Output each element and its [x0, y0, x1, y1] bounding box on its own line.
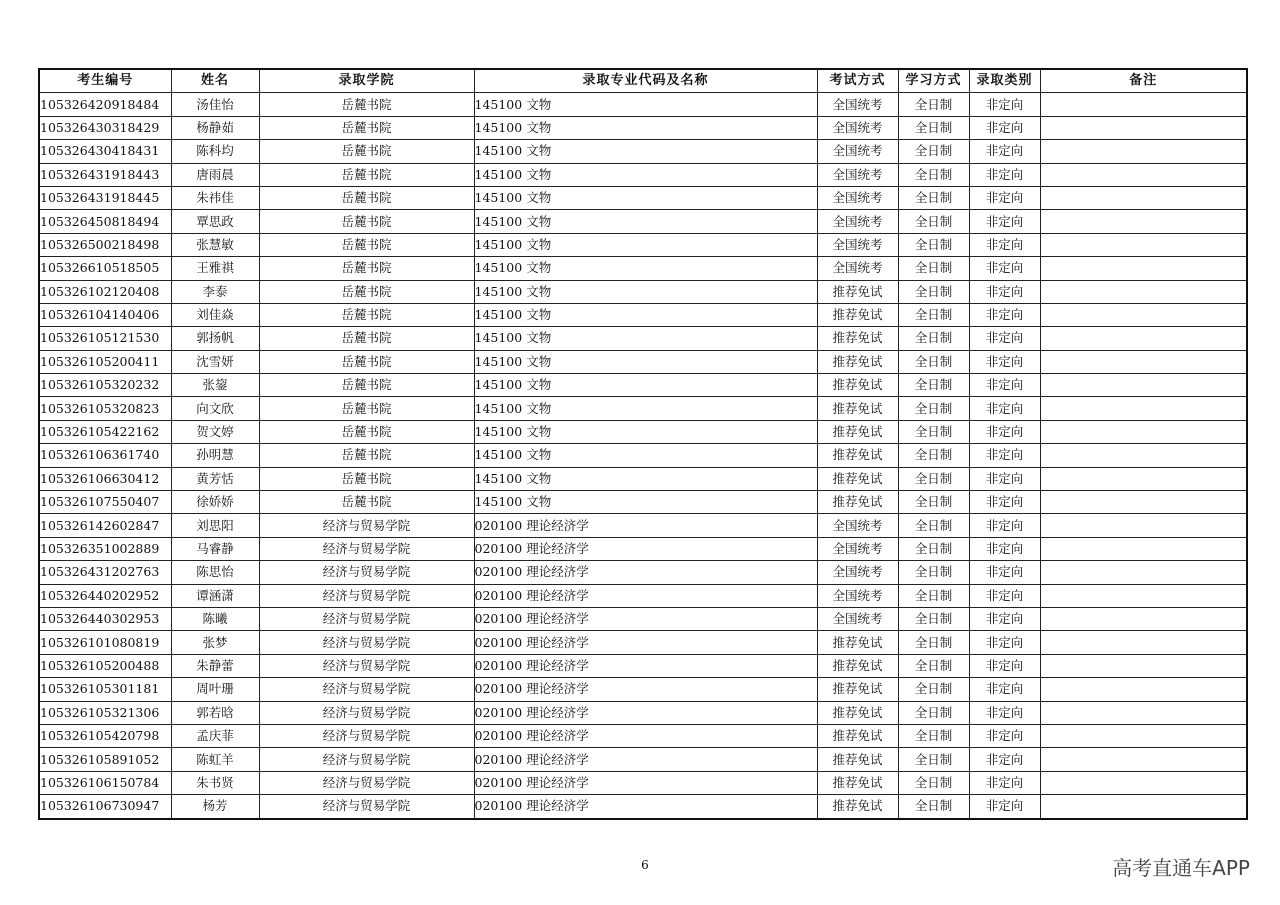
cell-name: 张鋆: [171, 374, 259, 397]
cell-study-mode: 全日制: [898, 257, 969, 280]
cell-remarks: [1040, 561, 1247, 584]
cell-remarks: [1040, 537, 1247, 560]
cell-admission-category: 非定向: [969, 257, 1040, 280]
table-row: [39, 374, 1247, 397]
cell-college: 岳麓书院: [259, 93, 474, 116]
cell-major: 145100 文物: [474, 420, 817, 443]
cell-admission-category: 非定向: [969, 163, 1040, 186]
cell-college: 岳麓书院: [259, 397, 474, 420]
table-row: [39, 678, 1247, 701]
cell-college: 岳麓书院: [259, 350, 474, 373]
cell-study-mode: 全日制: [898, 514, 969, 537]
cell-remarks: [1040, 467, 1247, 490]
cell-admission-category: 非定向: [969, 795, 1040, 819]
cell-major: 145100 文物: [474, 374, 817, 397]
cell-name: 李泰: [171, 280, 259, 303]
header-exam-type: 考试方式: [817, 69, 898, 93]
cell-major: 145100 文物: [474, 327, 817, 350]
cell-remarks: [1040, 491, 1247, 514]
cell-study-mode: 全日制: [898, 537, 969, 560]
cell-admission-category: 非定向: [969, 140, 1040, 163]
cell-study-mode: 全日制: [898, 397, 969, 420]
cell-study-mode: 全日制: [898, 607, 969, 630]
cell-admission-category: 非定向: [969, 93, 1040, 116]
cell-admission-category: 非定向: [969, 186, 1040, 209]
cell-exam-type: 推荐免试: [817, 631, 898, 654]
cell-remarks: [1040, 654, 1247, 677]
table-row: [39, 233, 1247, 256]
cell-exam-type: 推荐免试: [817, 303, 898, 326]
header-college: 录取学院: [259, 69, 474, 93]
cell-candidate-id: 105326431918445: [39, 186, 171, 209]
cell-college: 岳麓书院: [259, 327, 474, 350]
cell-exam-type: 推荐免试: [817, 280, 898, 303]
cell-remarks: [1040, 210, 1247, 233]
cell-exam-type: 全国统考: [817, 514, 898, 537]
cell-name: 杨芳: [171, 795, 259, 819]
watermark-text: 高考直通车APP: [1112, 856, 1250, 880]
table-row: [39, 186, 1247, 209]
cell-admission-category: 非定向: [969, 514, 1040, 537]
cell-remarks: [1040, 186, 1247, 209]
cell-name: 谭涵潇: [171, 584, 259, 607]
table-row: [39, 654, 1247, 677]
cell-remarks: [1040, 93, 1247, 116]
cell-exam-type: 推荐免试: [817, 771, 898, 794]
table-row: [39, 140, 1247, 163]
cell-study-mode: 全日制: [898, 116, 969, 139]
cell-remarks: [1040, 607, 1247, 630]
cell-study-mode: 全日制: [898, 444, 969, 467]
cell-study-mode: 全日制: [898, 186, 969, 209]
cell-college: 岳麓书院: [259, 233, 474, 256]
cell-college: 经济与贸易学院: [259, 748, 474, 771]
cell-admission-category: 非定向: [969, 654, 1040, 677]
cell-candidate-id: 105326105422162: [39, 420, 171, 443]
cell-college: 岳麓书院: [259, 420, 474, 443]
cell-college: 经济与贸易学院: [259, 678, 474, 701]
cell-admission-category: 非定向: [969, 327, 1040, 350]
cell-study-mode: 全日制: [898, 350, 969, 373]
cell-remarks: [1040, 701, 1247, 724]
cell-admission-category: 非定向: [969, 467, 1040, 490]
cell-exam-type: 全国统考: [817, 163, 898, 186]
cell-candidate-id: 105326142602847: [39, 514, 171, 537]
header-admission-category: 录取类别: [969, 69, 1040, 93]
cell-college: 岳麓书院: [259, 444, 474, 467]
cell-exam-type: 全国统考: [817, 537, 898, 560]
cell-admission-category: 非定向: [969, 701, 1040, 724]
cell-exam-type: 推荐免试: [817, 491, 898, 514]
cell-admission-category: 非定向: [969, 771, 1040, 794]
cell-major: 020100 理论经济学: [474, 631, 817, 654]
table-row: [39, 420, 1247, 443]
cell-name: 刘思阳: [171, 514, 259, 537]
cell-candidate-id: 105326104140406: [39, 303, 171, 326]
cell-study-mode: 全日制: [898, 631, 969, 654]
cell-name: 贺文婷: [171, 420, 259, 443]
cell-study-mode: 全日制: [898, 280, 969, 303]
cell-remarks: [1040, 420, 1247, 443]
cell-remarks: [1040, 678, 1247, 701]
cell-exam-type: 推荐免试: [817, 327, 898, 350]
header-study-mode: 学习方式: [898, 69, 969, 93]
cell-name: 陈思怡: [171, 561, 259, 584]
cell-name: 郭扬帆: [171, 327, 259, 350]
cell-college: 岳麓书院: [259, 140, 474, 163]
table-row: [39, 327, 1247, 350]
cell-remarks: [1040, 631, 1247, 654]
table-row: [39, 467, 1247, 490]
cell-admission-category: 非定向: [969, 350, 1040, 373]
table-row: [39, 444, 1247, 467]
cell-college: 经济与贸易学院: [259, 654, 474, 677]
cell-remarks: [1040, 724, 1247, 747]
cell-study-mode: 全日制: [898, 654, 969, 677]
cell-study-mode: 全日制: [898, 163, 969, 186]
cell-major: 020100 理论经济学: [474, 748, 817, 771]
cell-major: 020100 理论经济学: [474, 514, 817, 537]
cell-exam-type: 全国统考: [817, 210, 898, 233]
cell-college: 岳麓书院: [259, 186, 474, 209]
cell-name: 陈曦: [171, 607, 259, 630]
cell-major: 020100 理论经济学: [474, 678, 817, 701]
cell-exam-type: 推荐免试: [817, 748, 898, 771]
cell-college: 经济与贸易学院: [259, 771, 474, 794]
cell-name: 唐雨晨: [171, 163, 259, 186]
cell-admission-category: 非定向: [969, 210, 1040, 233]
cell-study-mode: 全日制: [898, 420, 969, 443]
cell-major: 145100 文物: [474, 116, 817, 139]
table-row: [39, 748, 1247, 771]
cell-major: 145100 文物: [474, 350, 817, 373]
cell-candidate-id: 105326610518505: [39, 257, 171, 280]
cell-candidate-id: 105326431918443: [39, 163, 171, 186]
cell-exam-type: 全国统考: [817, 584, 898, 607]
cell-college: 岳麓书院: [259, 280, 474, 303]
cell-name: 孙明慧: [171, 444, 259, 467]
cell-major: 020100 理论经济学: [474, 654, 817, 677]
table-row: [39, 584, 1247, 607]
table-row: [39, 116, 1247, 139]
cell-candidate-id: 105326106730947: [39, 795, 171, 819]
cell-admission-category: 非定向: [969, 584, 1040, 607]
cell-major: 020100 理论经济学: [474, 771, 817, 794]
cell-candidate-id: 105326101080819: [39, 631, 171, 654]
cell-candidate-id: 105326440202952: [39, 584, 171, 607]
cell-name: 张梦: [171, 631, 259, 654]
cell-college: 经济与贸易学院: [259, 795, 474, 819]
cell-study-mode: 全日制: [898, 210, 969, 233]
table-row: [39, 701, 1247, 724]
cell-exam-type: 全国统考: [817, 186, 898, 209]
cell-study-mode: 全日制: [898, 491, 969, 514]
cell-candidate-id: 105326105321306: [39, 701, 171, 724]
cell-study-mode: 全日制: [898, 233, 969, 256]
cell-exam-type: 推荐免试: [817, 795, 898, 819]
cell-college: 岳麓书院: [259, 303, 474, 326]
cell-admission-category: 非定向: [969, 116, 1040, 139]
cell-major: 020100 理论经济学: [474, 701, 817, 724]
cell-candidate-id: 105326105121530: [39, 327, 171, 350]
cell-exam-type: 全国统考: [817, 607, 898, 630]
cell-study-mode: 全日制: [898, 467, 969, 490]
cell-remarks: [1040, 374, 1247, 397]
table-row: [39, 561, 1247, 584]
cell-exam-type: 推荐免试: [817, 724, 898, 747]
cell-candidate-id: 105326450818494: [39, 210, 171, 233]
cell-college: 经济与贸易学院: [259, 514, 474, 537]
cell-candidate-id: 105326431202763: [39, 561, 171, 584]
cell-candidate-id: 105326106630412: [39, 467, 171, 490]
table-row: [39, 350, 1247, 373]
cell-name: 沈雪妍: [171, 350, 259, 373]
table-row: [39, 631, 1247, 654]
cell-candidate-id: 105326430418431: [39, 140, 171, 163]
cell-study-mode: 全日制: [898, 748, 969, 771]
header-name: 姓名: [171, 69, 259, 93]
cell-name: 王雅祺: [171, 257, 259, 280]
table-header-row: [39, 69, 1247, 93]
cell-study-mode: 全日制: [898, 678, 969, 701]
cell-remarks: [1040, 116, 1247, 139]
cell-major: 145100 文物: [474, 397, 817, 420]
cell-major: 145100 文物: [474, 444, 817, 467]
cell-college: 岳麓书院: [259, 210, 474, 233]
cell-name: 刘佳焱: [171, 303, 259, 326]
cell-exam-type: 全国统考: [817, 116, 898, 139]
cell-exam-type: 推荐免试: [817, 374, 898, 397]
table-row: [39, 280, 1247, 303]
cell-admission-category: 非定向: [969, 420, 1040, 443]
page-number: 6: [641, 858, 649, 872]
cell-admission-category: 非定向: [969, 748, 1040, 771]
cell-college: 岳麓书院: [259, 257, 474, 280]
cell-name: 郭若晗: [171, 701, 259, 724]
cell-major: 145100 文物: [474, 280, 817, 303]
cell-candidate-id: 105326107550407: [39, 491, 171, 514]
cell-college: 岳麓书院: [259, 467, 474, 490]
cell-admission-category: 非定向: [969, 233, 1040, 256]
cell-admission-category: 非定向: [969, 607, 1040, 630]
cell-candidate-id: 105326105420798: [39, 724, 171, 747]
cell-remarks: [1040, 514, 1247, 537]
cell-exam-type: 推荐免试: [817, 444, 898, 467]
cell-exam-type: 全国统考: [817, 561, 898, 584]
cell-major: 020100 理论经济学: [474, 537, 817, 560]
cell-college: 经济与贸易学院: [259, 701, 474, 724]
cell-remarks: [1040, 397, 1247, 420]
cell-exam-type: 推荐免试: [817, 654, 898, 677]
cell-major: 020100 理论经济学: [474, 795, 817, 819]
cell-name: 向文欣: [171, 397, 259, 420]
table-row: [39, 257, 1247, 280]
cell-remarks: [1040, 771, 1247, 794]
cell-major: 020100 理论经济学: [474, 724, 817, 747]
cell-remarks: [1040, 303, 1247, 326]
cell-major: 145100 文物: [474, 491, 817, 514]
table-row: [39, 537, 1247, 560]
cell-name: 覃思政: [171, 210, 259, 233]
cell-remarks: [1040, 163, 1247, 186]
cell-exam-type: 全国统考: [817, 233, 898, 256]
cell-name: 周叶珊: [171, 678, 259, 701]
cell-study-mode: 全日制: [898, 303, 969, 326]
cell-major: 145100 文物: [474, 210, 817, 233]
cell-remarks: [1040, 444, 1247, 467]
cell-remarks: [1040, 257, 1247, 280]
cell-exam-type: 全国统考: [817, 257, 898, 280]
cell-college: 岳麓书院: [259, 374, 474, 397]
cell-study-mode: 全日制: [898, 795, 969, 819]
cell-remarks: [1040, 748, 1247, 771]
cell-study-mode: 全日制: [898, 374, 969, 397]
cell-major: 145100 文物: [474, 467, 817, 490]
cell-study-mode: 全日制: [898, 140, 969, 163]
cell-study-mode: 全日制: [898, 584, 969, 607]
table-row: [39, 795, 1247, 819]
table-row: [39, 491, 1247, 514]
cell-candidate-id: 105326106361740: [39, 444, 171, 467]
cell-college: 经济与贸易学院: [259, 607, 474, 630]
cell-exam-type: 推荐免试: [817, 420, 898, 443]
cell-college: 岳麓书院: [259, 163, 474, 186]
cell-exam-type: 全国统考: [817, 93, 898, 116]
cell-exam-type: 推荐免试: [817, 397, 898, 420]
cell-candidate-id: 105326500218498: [39, 233, 171, 256]
cell-major: 020100 理论经济学: [474, 607, 817, 630]
cell-study-mode: 全日制: [898, 561, 969, 584]
cell-study-mode: 全日制: [898, 771, 969, 794]
cell-college: 经济与贸易学院: [259, 584, 474, 607]
table-row: [39, 303, 1247, 326]
cell-name: 朱静蕾: [171, 654, 259, 677]
cell-name: 朱书贤: [171, 771, 259, 794]
cell-exam-type: 推荐免试: [817, 350, 898, 373]
cell-remarks: [1040, 327, 1247, 350]
cell-study-mode: 全日制: [898, 701, 969, 724]
cell-remarks: [1040, 795, 1247, 819]
cell-name: 陈虹羊: [171, 748, 259, 771]
cell-remarks: [1040, 280, 1247, 303]
cell-admission-category: 非定向: [969, 444, 1040, 467]
table-row: [39, 397, 1247, 420]
cell-admission-category: 非定向: [969, 303, 1040, 326]
cell-exam-type: 推荐免试: [817, 467, 898, 490]
cell-college: 经济与贸易学院: [259, 724, 474, 747]
cell-admission-category: 非定向: [969, 561, 1040, 584]
table-row: [39, 163, 1247, 186]
cell-candidate-id: 105326105200488: [39, 654, 171, 677]
cell-candidate-id: 105326105320823: [39, 397, 171, 420]
cell-college: 经济与贸易学院: [259, 537, 474, 560]
cell-college: 经济与贸易学院: [259, 561, 474, 584]
admission-table: [38, 68, 1248, 820]
cell-exam-type: 推荐免试: [817, 678, 898, 701]
cell-major: 145100 文物: [474, 186, 817, 209]
cell-study-mode: 全日制: [898, 327, 969, 350]
cell-candidate-id: 105326105891052: [39, 748, 171, 771]
cell-candidate-id: 105326102120408: [39, 280, 171, 303]
cell-candidate-id: 105326420918484: [39, 93, 171, 116]
cell-major: 020100 理论经济学: [474, 584, 817, 607]
cell-college: 岳麓书院: [259, 116, 474, 139]
cell-college: 经济与贸易学院: [259, 631, 474, 654]
cell-admission-category: 非定向: [969, 631, 1040, 654]
table-row: [39, 724, 1247, 747]
cell-candidate-id: 105326430318429: [39, 116, 171, 139]
cell-candidate-id: 105326440302953: [39, 607, 171, 630]
cell-name: 徐娇娇: [171, 491, 259, 514]
cell-major: 145100 文物: [474, 233, 817, 256]
header-candidate-id: 考生编号: [39, 69, 171, 93]
cell-remarks: [1040, 584, 1247, 607]
cell-remarks: [1040, 350, 1247, 373]
cell-admission-category: 非定向: [969, 397, 1040, 420]
cell-admission-category: 非定向: [969, 678, 1040, 701]
cell-college: 岳麓书院: [259, 491, 474, 514]
cell-name: 陈科均: [171, 140, 259, 163]
cell-candidate-id: 105326351002889: [39, 537, 171, 560]
table-row: [39, 514, 1247, 537]
cell-major: 145100 文物: [474, 257, 817, 280]
cell-remarks: [1040, 140, 1247, 163]
cell-admission-category: 非定向: [969, 491, 1040, 514]
cell-name: 马睿静: [171, 537, 259, 560]
cell-major: 145100 文物: [474, 163, 817, 186]
cell-admission-category: 非定向: [969, 374, 1040, 397]
cell-exam-type: 全国统考: [817, 140, 898, 163]
cell-admission-category: 非定向: [969, 280, 1040, 303]
cell-candidate-id: 105326105320232: [39, 374, 171, 397]
header-remarks: 备注: [1040, 69, 1247, 93]
cell-major: 145100 文物: [474, 140, 817, 163]
cell-admission-category: 非定向: [969, 724, 1040, 747]
cell-name: 朱祎佳: [171, 186, 259, 209]
table-row: [39, 93, 1247, 116]
cell-candidate-id: 105326105200411: [39, 350, 171, 373]
cell-name: 杨静茹: [171, 116, 259, 139]
cell-study-mode: 全日制: [898, 724, 969, 747]
table-row: [39, 771, 1247, 794]
table-row: [39, 210, 1247, 233]
cell-exam-type: 推荐免试: [817, 701, 898, 724]
cell-major: 145100 文物: [474, 93, 817, 116]
cell-remarks: [1040, 233, 1247, 256]
cell-name: 汤佳怡: [171, 93, 259, 116]
cell-candidate-id: 105326106150784: [39, 771, 171, 794]
table-row: [39, 607, 1247, 630]
cell-study-mode: 全日制: [898, 93, 969, 116]
cell-major: 145100 文物: [474, 303, 817, 326]
header-major: 录取专业代码及名称: [474, 69, 817, 93]
cell-name: 孟庆菲: [171, 724, 259, 747]
cell-name: 张慧敏: [171, 233, 259, 256]
cell-name: 黄芳恬: [171, 467, 259, 490]
cell-admission-category: 非定向: [969, 537, 1040, 560]
cell-major: 020100 理论经济学: [474, 561, 817, 584]
cell-candidate-id: 105326105301181: [39, 678, 171, 701]
